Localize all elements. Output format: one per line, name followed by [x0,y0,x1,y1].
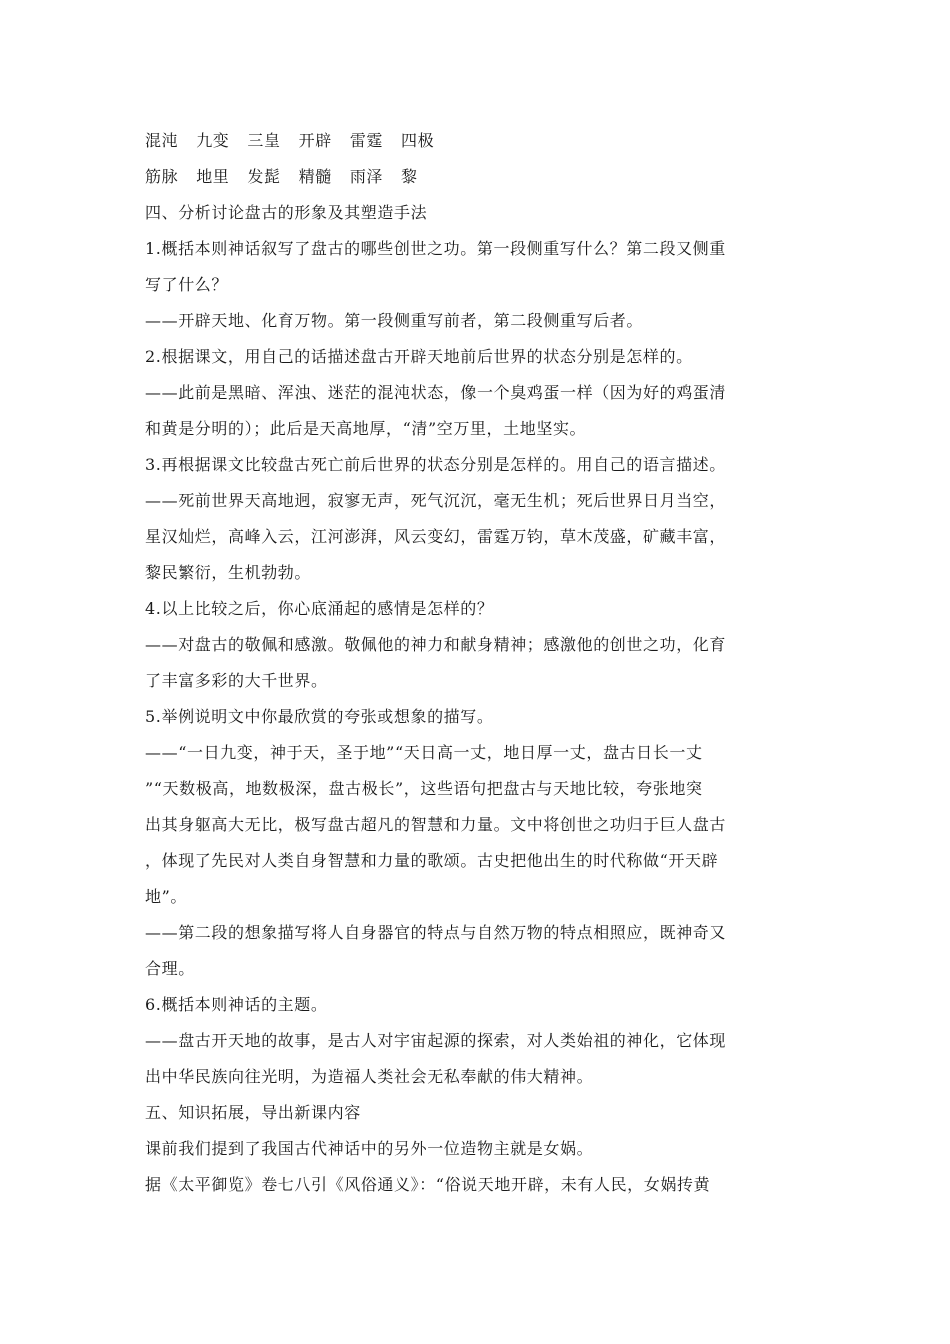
vocab-word: 黎 [401,167,418,186]
vocab-word: 筋脉 [145,167,179,186]
answer-5-cont: ，体现了先民对人类自身智慧和力量的歌颂。古史把他出生的时代称做“开天辟 [145,851,719,870]
body-text: 课前我们提到了我国古代神话中的另外一位造物主就是女娲。 [145,1139,594,1158]
answer-5b-cont: 合理。 [145,959,195,978]
vocab-row-2 [145,159,735,195]
vocab-word: 雷霆 [349,131,384,150]
question-1: 1.概括本则神话叙写了盘古的哪些创世之功。第一段侧重写什么？第二段又侧重 [145,239,726,258]
vocab-word: 雨泽 [349,167,384,186]
answer-1: ——开辟天地、化育万物。第一段侧重写前者，第二段侧重写后者。 [145,311,644,330]
vocab-word: 三皇 [247,131,281,150]
question-3: 3.再根据课文比较盘古死亡前后世界的状态分别是怎样的。用自己的语言描述。 [145,455,726,474]
question-1-cont: 写了什么？ [145,275,229,294]
vocab-word: 四极 [401,131,435,150]
question-5: 5.举例说明文中你最欣赏的夸张或想象的描写。 [145,707,494,726]
answer-3: ——死前世界天高地迥，寂寥无声，死气沉沉，毫无生机；死后世界日月当空， [145,491,727,510]
answer-4-cont: 了丰富多彩的大千世界。 [145,671,328,690]
answer-3-cont: 星汉灿烂，高峰入云，江河澎湃，风云变幻，雷霆万钧，草木茂盛，矿藏丰富， [145,527,727,546]
answer-5b: ——第二段的想象描写将人自身器官的特点与自然万物的特点相照应，既神奇又 [145,923,727,942]
vocab-word: 地里 [196,167,230,186]
question-6: 6.概括本则神话的主题。 [145,995,328,1014]
section-heading-5: 五、知识拓展，导出新课内容 [145,1103,361,1122]
answer-3-cont: 黎民繁衍，生机勃勃。 [145,563,312,582]
document-page [145,123,735,1203]
answer-5-cont: ”“天数极高，地数极深，盘古极长”，这些语句把盘古与天地比较，夸张地突 [145,779,703,798]
vocab-word: 开辟 [298,131,332,150]
section-heading-4: 四、分析讨论盘古的形象及其塑造手法 [145,203,428,222]
answer-6-cont: 出中华民族向往光明，为造福人类社会无私奉献的伟大精神。 [145,1067,594,1086]
vocab-word: 发髭 [247,167,281,186]
question-4: 4.以上比较之后，你心底涌起的感情是怎样的？ [145,599,494,618]
answer-5-cont: 出其身躯高大无比，极写盘古超凡的智慧和力量。文中将创世之功归于巨人盘古 [145,815,727,834]
answer-5: ——“一日九变，神于天，圣于地”“天日高一丈，地日厚一丈，盘古日长一丈 [145,743,703,762]
answer-2-cont: 和黄是分明的）；此后是天高地厚，“清”空万里，土地坚实。 [145,419,587,438]
body-text: 据《太平御览》卷七八引《风俗通义》：“俗说天地开辟，未有人民，女娲抟黄 [145,1175,711,1194]
answer-5-cont: 地”。 [145,887,187,906]
vocab-word: 九变 [196,131,230,150]
question-2: 2.根据课文，用自己的话描述盘古开辟天地前后世界的状态分别是怎样的。 [145,347,693,366]
vocab-word: 混沌 [145,131,179,150]
answer-6: ——盘古开天地的故事，是古人对宇宙起源的探索，对人类始祖的神化，它体现 [145,1031,727,1050]
vocab-word: 精髓 [298,167,332,186]
answer-2: ——此前是黑暗、浑浊、迷茫的混沌状态，像一个臭鸡蛋一样（因为好的鸡蛋清 [145,383,727,402]
answer-4: ——对盘古的敬佩和感激。敬佩他的神力和献身精神；感激他的创世之功，化育 [145,635,727,654]
vocab-row-1 [145,123,735,159]
